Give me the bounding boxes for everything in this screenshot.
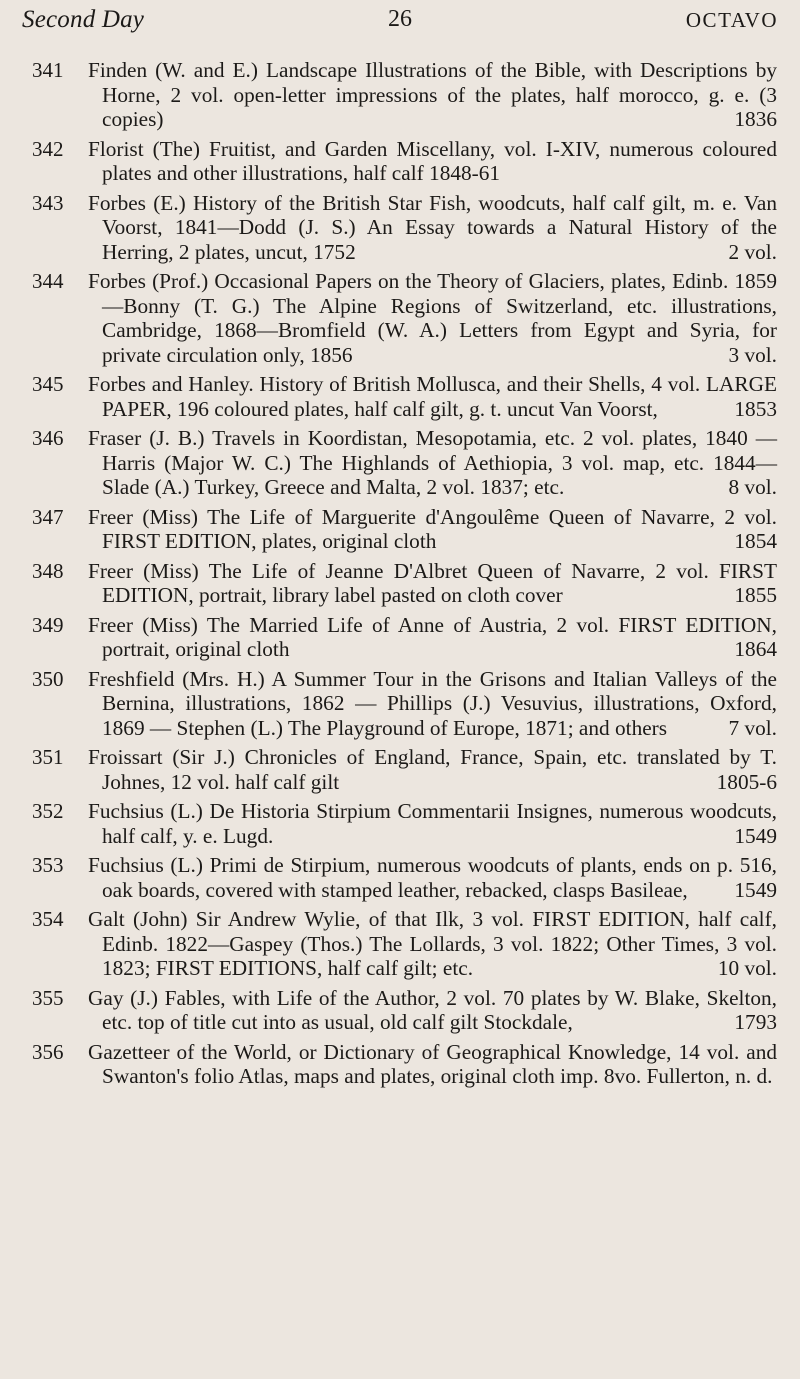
- lot-number: 341: [32, 58, 64, 82]
- lot-entry: [0, 907, 800, 981]
- lot-tail: 3 vol.: [728, 342, 777, 367]
- lot-number: 344: [32, 269, 64, 293]
- lot-text: Fuchsius (L.) De Historia Stirpium Commentarii Insignes, numerous woodcuts, half calf, y. e. Lugd.: [88, 799, 777, 848]
- lot-description: [88, 372, 777, 421]
- lot-entry: [0, 799, 800, 848]
- lot-entry: [0, 58, 800, 132]
- lot-list: [0, 58, 800, 1094]
- lot-tail: 7 vol.: [728, 715, 777, 740]
- lot-text: Freer (Miss) The Life of Marguerite d'Angoulême Queen of Navarre, 2 vol. FIRST EDITION, plates, original cloth: [88, 504, 777, 553]
- lot-entry: [0, 1040, 800, 1089]
- lot-entry: [0, 372, 800, 421]
- lot-tail: 1549: [734, 877, 777, 902]
- lot-text: Finden (W. and E.) Landscape Illustrations of the Bible, with Descriptions by Horne, 2 vol. open-letter impressions of the plates, half morocco, g. e. (3 copies): [88, 58, 777, 131]
- running-head-day: Second Day: [22, 6, 145, 33]
- lot-entry: [0, 191, 800, 265]
- lot-tail: 1793: [734, 1010, 777, 1034]
- lot-description: [88, 426, 777, 500]
- lot-number: 352: [32, 799, 64, 823]
- lot-number: 345: [32, 372, 64, 396]
- lot-tail: 1836: [734, 107, 777, 131]
- lot-text: Freer (Miss) The Married Life of Anne of Austria, 2 vol. FIRST EDITION, portrait, original cloth: [88, 612, 777, 661]
- lot-description: [88, 505, 777, 554]
- lot-tail: 1855: [734, 583, 777, 607]
- lot-text: Gay (J.) Fables, with Life of the Author, 2 vol. 70 plates by W. Blake, Skelton, etc. top of title cut into as usual, old calf gilt Stockdale,: [88, 985, 777, 1034]
- lot-number: 343: [32, 190, 64, 215]
- page-number: 26: [388, 6, 412, 32]
- lot-description: [88, 986, 777, 1035]
- lot-number: 349: [32, 612, 64, 637]
- lot-tail: 1805-6: [716, 769, 777, 794]
- lot-description: [88, 799, 777, 848]
- lot-description: [88, 137, 777, 186]
- lot-text: Forbes and Hanley. History of British Mollusca, and their Shells, 4 vol. LARGE PAPER, 196 coloured plates, half calf gilt, g. t. uncut Van Voorst,: [88, 372, 777, 421]
- lot-entry: [0, 137, 800, 186]
- lot-tail: 10 vol.: [717, 956, 777, 980]
- lot-number: 346: [32, 426, 64, 450]
- lot-tail: 1853: [734, 396, 777, 421]
- lot-entry: [0, 559, 800, 608]
- lot-text: Forbes (E.) History of the British Star Fish, woodcuts, half calf gilt, m. e. Van Voorst, 1841—Dodd (J. S.) An Essay towards a Natural History of the Herring, 2 plates, uncut, 1752: [88, 190, 777, 264]
- lot-description: [88, 191, 777, 265]
- lot-entry: [0, 986, 800, 1035]
- lot-description: [88, 559, 777, 608]
- lot-tail: 1549: [734, 823, 777, 848]
- lot-text: Forbes (Prof.) Occasional Papers on the Theory of Glaciers, plates, Edinb. 1859—Bonny (T. G.) The Alpine Regions of Switzerland, etc. illustrations, Cambridge, 1868—Bromfield (W. A.) Letters from Egypt and Syria, for private circulation only, 1856: [88, 269, 777, 367]
- lot-entry: [0, 426, 800, 500]
- lot-entry: [0, 613, 800, 662]
- lot-entry: [0, 667, 800, 741]
- lot-description: [88, 269, 777, 367]
- lot-description: [88, 667, 777, 741]
- lot-number: 355: [32, 985, 64, 1010]
- running-head-format: OCTAVO: [685, 8, 778, 32]
- lot-text: Fraser (J. B.) Travels in Koordistan, Mesopotamia, etc. 2 vol. plates, 1840 — Harris (Major W. C.) The Highlands of Aethiopia, 3 vol. map, etc. 1844—Slade (A.) Turkey, Greece and Malta, 2 vol. 1837; etc.: [88, 426, 777, 499]
- lot-text: Froissart (Sir J.) Chronicles of England, France, Spain, etc. translated by T. Johnes, 12 vol. half calf gilt: [88, 745, 777, 794]
- lot-number: 347: [32, 504, 64, 529]
- lot-number: 354: [32, 907, 64, 931]
- lot-text: Fuchsius (L.) Primi de Stirpium, numerous woodcuts of plants, ends on p. 516, oak boards, covered with stamped leather, rebacked, clasps Basileae,: [88, 853, 777, 902]
- lot-entry: [0, 269, 800, 367]
- page-header: [22, 6, 778, 40]
- lot-tail: 1864: [734, 637, 777, 661]
- lot-number: 353: [32, 853, 64, 877]
- lot-description: [88, 58, 777, 132]
- lot-entry: [0, 853, 800, 902]
- lot-description: [88, 853, 777, 902]
- lot-text: Florist (The) Fruitist, and Garden Miscellany, vol. I-XIV, numerous coloured plates and other illustrations, half calf 1848-61: [88, 136, 777, 185]
- lot-description: [88, 613, 777, 662]
- lot-entry: [0, 505, 800, 554]
- lot-description: [88, 745, 777, 794]
- lot-tail: 1854: [734, 529, 777, 553]
- lot-text: Freshfield (Mrs. H.) A Summer Tour in the Grisons and Italian Valleys of the Bernina, illustrations, 1862 — Phillips (J.) Vesuvius, illustrations, Oxford, 1869 — Stephen (L.) The Playground of Europe, 1871; and others: [88, 666, 777, 740]
- lot-description: [88, 907, 777, 981]
- lot-number: 356: [32, 1039, 64, 1064]
- lot-entry: [0, 745, 800, 794]
- lot-number: 351: [32, 745, 64, 769]
- lot-description: [88, 1040, 777, 1089]
- lot-number: 350: [32, 666, 64, 691]
- lot-number: 348: [32, 558, 64, 583]
- lot-text: Galt (John) Sir Andrew Wylie, of that Ilk, 3 vol. FIRST EDITION, half calf, Edinb. 1822—Gaspey (Thos.) The Lollards, 3 vol. 1822; Other Times, 3 vol. 1823; FIRST EDITIONS, half calf gilt; etc.: [88, 907, 777, 980]
- lot-tail: 8 vol.: [728, 475, 777, 499]
- lot-tail: 2 vol.: [728, 239, 777, 264]
- lot-number: 342: [32, 136, 64, 161]
- lot-text: Freer (Miss) The Life of Jeanne D'Albret Queen of Navarre, 2 vol. FIRST EDITION, portrait, library label pasted on cloth cover: [88, 558, 777, 607]
- lot-text: Gazetteer of the World, or Dictionary of Geographical Knowledge, 14 vol. and Swanton's folio Atlas, maps and plates, original cloth imp. 8vo. Fullerton, n. d.: [88, 1039, 777, 1088]
